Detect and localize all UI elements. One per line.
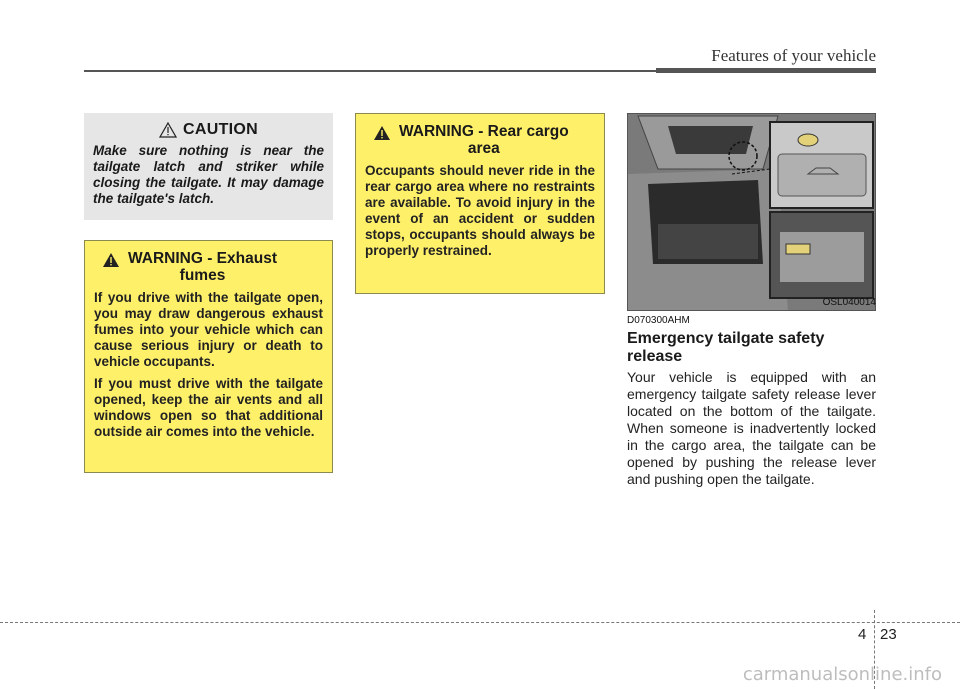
warning-cargo-title-line1: WARNING - Rear cargo	[399, 123, 569, 140]
warning-triangle-icon	[373, 125, 391, 141]
section-body: Your vehicle is equipped with an emergency tailgate safety release lever located on the bottom of the tailgate. When someone is inadvertently locked in the cargo area, the tailgate can be opened by pushing the release lever and pushing open the tailgate.	[627, 369, 876, 487]
warning-exhaust-title-line1: WARNING - Exhaust	[128, 250, 277, 267]
section-code: D070300AHM	[627, 315, 690, 326]
section-title: Emergency tailgate safety release	[627, 330, 825, 365]
caution-text: Make sure nothing is near the tailgate latch and striker while closing the tailgate. It may damage the tailgate's latch.	[93, 143, 324, 206]
warning-cargo-paragraph: Occupants should never ride in the rear cargo area where no restraints are available. To avoid injury in the event of an accident or sudden stops, occupants should always be properly restrained.	[365, 163, 595, 258]
warning-cargo-title-line2: area	[467, 140, 500, 157]
footer-rule	[0, 622, 960, 623]
photo-code: OSL040014	[822, 297, 876, 308]
tailgate-photo-illustration	[628, 114, 876, 311]
warning-exhaust-paragraph: If you drive with the tailgate open, you may draw dangerous exhaust fumes into your vehicle which can cause serious injury or death to vehicle occupants.	[94, 290, 323, 369]
warning-exhaust-title	[128, 250, 277, 284]
warning-triangle-outline-icon	[159, 122, 177, 138]
watermark: carmanualsonline.info	[742, 664, 942, 685]
page-number: 23	[880, 626, 897, 643]
chapter-number: 4	[858, 626, 867, 643]
caution-title: CAUTION	[183, 121, 258, 138]
warning-exhaust-paragraph: If you must drive with the tailgate opened, keep the air vents and all windows open so that additional outside air comes into the vehicle.	[94, 376, 323, 439]
warning-exhaust-title-line2: fumes	[179, 267, 226, 284]
header-rule-accent	[656, 68, 876, 73]
warning-cargo-title	[399, 123, 569, 157]
warning-triangle-icon	[102, 252, 120, 268]
warning-cargo-box	[355, 113, 605, 294]
caution-box	[84, 113, 333, 220]
warning-exhaust-box	[84, 240, 333, 473]
running-header: Features of your vehicle	[711, 46, 876, 65]
tailgate-photo	[627, 113, 876, 311]
